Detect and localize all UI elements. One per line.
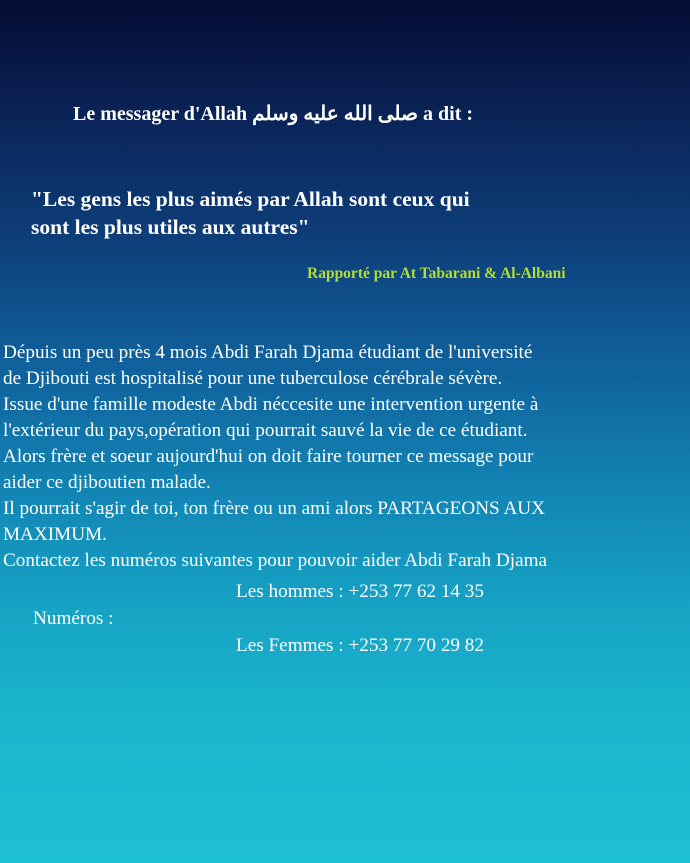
contact-men-number: Les hommes : +253 77 62 14 35: [236, 581, 484, 602]
message-line: Contactez les numéros suivantes pour pouvoir aider Abdi Farah Djama: [3, 550, 548, 571]
message-line: Il pourrait s'agir de toi, ton frère ou un ami alors PARTAGEONS AUX: [3, 498, 546, 519]
header-text: Le messager d'Allah صلى الله عليه وسلم a dit :: [73, 103, 474, 125]
hadith-quote-line-1: "Les gens les plus aimés par Allah sont ceux qui: [31, 187, 470, 211]
contact-numbers-label: Numéros :: [33, 608, 114, 629]
hadith-attribution: Rapporté par At Tabarani & Al-Albani: [307, 265, 566, 282]
hadith-quote-line-2: sont les plus utiles aux autres": [31, 215, 310, 239]
message-line: Dépuis un peu près 4 mois Abdi Farah Djama étudiant de l'université: [3, 342, 533, 363]
message-line: Alors frère et soeur aujourd'hui on doit faire tourner ce message pour: [3, 446, 534, 467]
message-line: l'extérieur du pays,opération qui pourrait sauvé la vie de ce étudiant.: [3, 420, 528, 441]
appeal-message: [3, 340, 687, 574]
message-line: Issue d'une famille modeste Abdi néccesite une intervention urgente à: [3, 394, 539, 415]
hadith-quote: [31, 185, 631, 241]
message-line: de Djibouti est hospitalisé pour une tuberculose cérébrale sévère.: [3, 368, 503, 389]
message-line: MAXIMUM.: [3, 524, 107, 545]
contact-women-number: Les Femmes : +253 77 70 29 82: [236, 635, 484, 656]
message-line: aider ce djiboutien malade.: [3, 472, 211, 493]
